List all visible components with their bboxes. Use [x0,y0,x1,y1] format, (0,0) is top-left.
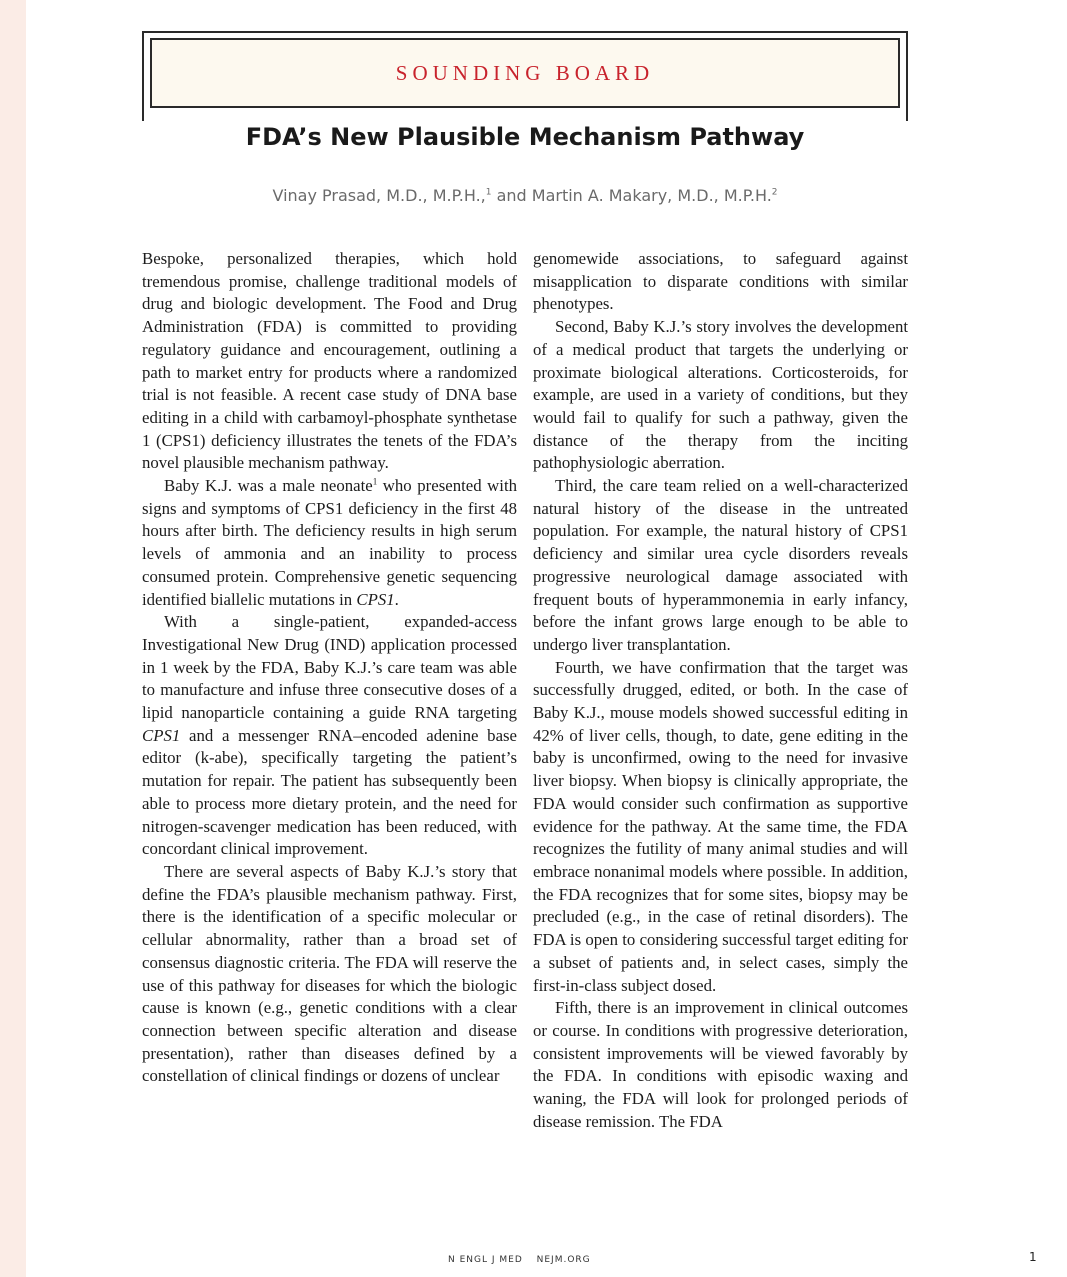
paragraph-text: who presented with signs and symptoms of CPS1 deficiency in the first 48 hours after birth. The deficiency results in high serum levels of ammonia and an inability to process consumed protein. Comprehensive genetic sequencing identified biallelic mutations in [142,476,517,609]
page-footer [448,1255,601,1265]
affiliation-ref: 1 [485,187,492,198]
paragraph: There are several aspects of Baby K.J.’s story that define the FDA’s plausible mechanism pathway. First, there is the identification of a specific molecular or cellular abnormality, rather than a broad set of consensus diagnostic criteria. The FDA will reserve the use of this pathway for diseases for which the biologic cause is known (e.g., genetic conditions with a clear connection between specific alteration and disease presentation), rather than diseases defined by a constellation of clinical findings or dozens of unclear [142,861,517,1086]
paragraph: Second, Baby K.J.’s story involves the development of a medical product that targets the underlying or proximate biological alterations. Corticosteroids, for example, are used in a variety of conditions, but they would fail to qualify for such a pathway, given the distance of the therapy from the inciting pathophysiologic aberration. [533,317,908,473]
paragraph [142,611,517,861]
body-column-left [142,248,517,1088]
journal-name: N ENGL J MED [448,1255,523,1265]
author-line [0,186,1050,205]
author-name: Martin A. Makary, M.D., M.P.H. [531,186,772,205]
paragraph [142,475,517,611]
paragraph: Third, the care team relied on a well-characterized natural history of the disease in the untreated population. For example, the natural history of CPS1 deficiency and similar urea cycle disorders reveals progressive neurological damage associated with frequent bouts of hyperammonemia in early infancy, before the infant grows large enough to be able to undergo liver transplantation. [533,476,908,654]
article-title: FDA’s New Plausible Mechanism Pathway [245,123,805,151]
paragraph-text: . [394,589,399,609]
journal-site: NEJM.ORG [536,1255,591,1265]
section-header [150,38,900,108]
section-label: SOUNDING BOARD [395,60,655,85]
paragraph: Fourth, we have confirmation that the target was successfully drugged, edited, or both. In the case of Baby K.J., mouse models showed successful editing in 42% of liver cells, though, to date, gene editing in the baby is unconfirmed, owing to the need for invasive liver biopsy. When biopsy is clinically appropriate, the FDA would consider such confirmation as supportive evidence for the pathway. At the same time, the FDA recognizes the futility of many animal studies and will embrace nonanimal models where possible. In addition, the FDA recognizes that for some sites, biopsy may be precluded (e.g., in the case of retinal disorders). The FDA is open to considering successful target editing for a subset of patients and, in select cases, simply the first-in-class subject dosed. [533,657,908,995]
body-column-right [533,248,908,1133]
paragraph: Bespoke, personalized therapies, which hold tremendous promise, challenge traditional models of drug and biologic development. The Food and Drug Administration (FDA) is committed to providing regulatory guidance and encouragement, outlining a path to market entry for products where a randomized trial is not feasible. A recent case study of DNA base editing in a child with carbamoyl-phosphate synthetase 1 (CPS1) deficiency illustrates the tenets of the FDA’s novel plausible mechanism pathway. [142,249,517,473]
paragraph-text: Baby K.J. was a male neonate [164,476,373,496]
page-number: 1 [1029,1250,1037,1264]
author-name: Vinay Prasad, M.D., M.P.H., [272,186,486,205]
gene-name: CPS1 [356,589,395,609]
affiliation-ref: 2 [771,187,778,198]
author-separator: and [491,186,532,205]
paragraph-text: and a messenger RNA–encoded adenine base editor (k-abe), specifically targeting the patient’s mutation for repair. The patient has subsequently been able to process more dietary protein, and the need for nitrogen-scavenger medication has been reduced, with concordant clinical improvement. [142,725,517,859]
paragraph: genomewide associations, to safeguard against misapplication to disparate conditions with similar phenotypes. [533,249,908,314]
paragraph: Fifth, there is an improvement in clinical outcomes or course. In conditions with progressive deterioration, consistent improvements will be viewed favorably by the FDA. In conditions with episodic waxing and waning, the FDA will look for prolonged periods of disease remission. The FDA [533,998,908,1131]
paragraph-text: With a single-patient, expanded-access Investigational New Drug (IND) application processed in 1 week by the FDA, Baby K.J.’s care team was able to manufacture and infuse three consecutive doses of a lipid nanoparticle containing a guide RNA targeting [142,612,517,723]
gene-name: CPS1 [142,725,181,745]
reference-marker: 1 [372,476,378,487]
